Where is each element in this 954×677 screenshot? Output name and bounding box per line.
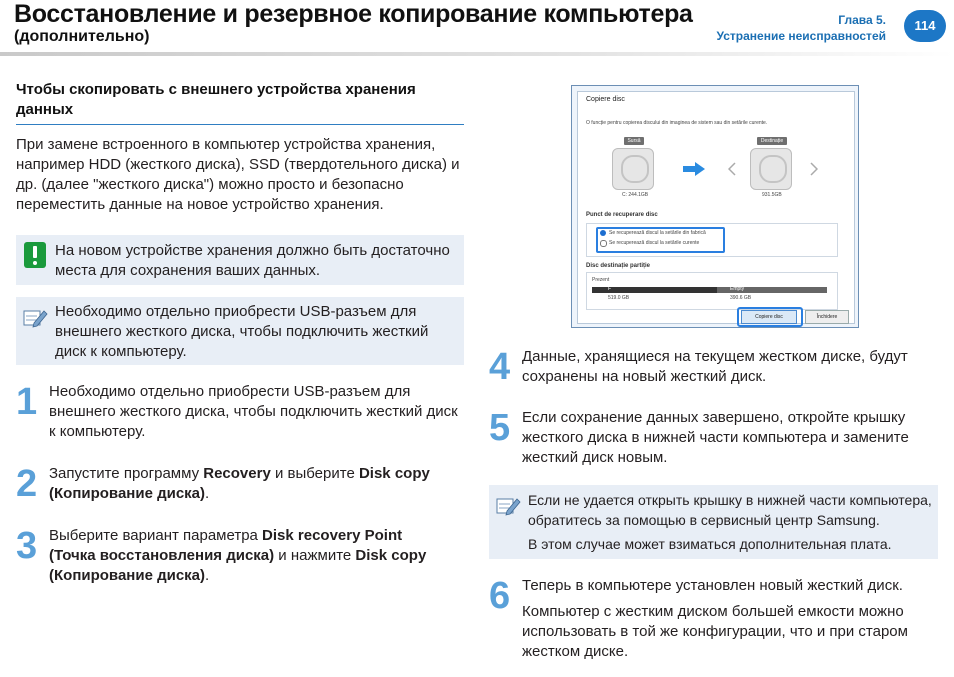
section-title: Чтобы скопировать с внешнего устройства хранения данных xyxy=(16,81,416,118)
note2-line2: В этом случае может взиматься дополнительная плата. xyxy=(528,536,892,552)
partition-title: Disc destinație partiție xyxy=(586,263,651,269)
warning-box xyxy=(16,235,464,285)
screenshot-window-title: Copiere disc xyxy=(586,96,625,103)
disk-copy-screenshot xyxy=(571,85,859,328)
step-6-text: Теперь в компьютере установлен новый жесткий диск. xyxy=(522,577,903,594)
step-4-number: 4 xyxy=(489,346,511,388)
dest-tag: Destinație xyxy=(757,137,787,145)
header-divider xyxy=(0,52,954,56)
section-rule xyxy=(16,124,464,125)
note-pencil-icon xyxy=(22,307,48,329)
option1-radio[interactable] xyxy=(600,230,606,236)
step-2-text: Запустите программу Recovery и выберите Disk copy (Копирование диска). xyxy=(49,465,430,502)
page-title: Восстановление и резервное копирование компьютера xyxy=(14,0,693,28)
step-1-text: Необходимо отдельно приобрести USB-разъем для внешнего жесткого диска, чтобы подключить жесткий диск к компьютеру. xyxy=(49,383,458,440)
present-label: Prezent xyxy=(592,277,610,283)
chevron-right-icon[interactable] xyxy=(810,162,818,176)
step-2-number: 2 xyxy=(16,463,38,505)
chapter-name: Устранение неисправностей xyxy=(716,29,886,43)
warning-text: На новом устройстве хранения должно быть достаточно места для сохранения ваших данных. xyxy=(55,242,450,279)
page-number-badge: 114 xyxy=(904,10,946,42)
note-text: Необходимо отдельно приобрести USB-разъем для внешнего жесткого диска, чтобы подключить жесткий диск к компьютеру. xyxy=(55,303,429,360)
step-1-number: 1 xyxy=(16,381,38,423)
note-box xyxy=(16,297,464,365)
source-size: C: 244.1GB xyxy=(622,192,649,198)
recovery-point-title: Punct de recuperare disc xyxy=(586,212,658,218)
dest-disk-icon xyxy=(750,148,792,190)
close-button[interactable]: Închidere xyxy=(805,310,849,324)
partition-col-f: F xyxy=(608,286,612,292)
dest-size: 931.5GB xyxy=(762,192,782,198)
option2-radio[interactable] xyxy=(600,240,607,247)
chapter-info xyxy=(717,12,886,44)
screenshot-description: O funcție pentru copierea discului din imaginea de sistem sau din setările curente. xyxy=(586,120,768,126)
step-4-text: Данные, хранящиеся на текущем жестком диске, будут сохранены на новый жесткий диск. xyxy=(522,348,908,385)
step-6-text2: Компьютер с жестким диском большей емкости можно использовать в той же конфигурации, что и при старом жестком диске. xyxy=(522,603,908,660)
step-3-text: Выберите вариант параметра Disk recovery Point (Точка восстановления диска) и нажмите Disk copy (Копирование диска). xyxy=(49,527,427,584)
intro-paragraph: При замене встроенного в компьютер устройства хранения, например HDD (жесткого диска), SSD (твердотельного диска) и др. (далее "жесткого диска") можно просто и безопасно переместить данные на новое устройство хранения. xyxy=(16,136,460,213)
partition-size2: 390.6 GB xyxy=(730,295,752,301)
partition-size1: 519.0 GB xyxy=(608,295,630,301)
step-5-number: 5 xyxy=(489,407,511,449)
partition-col-empty: Empty xyxy=(730,286,745,292)
note-pencil-icon xyxy=(495,495,521,517)
step-3-number: 3 xyxy=(16,525,38,567)
source-tag: Sursă xyxy=(624,137,644,145)
note-box-2 xyxy=(489,485,938,559)
source-disk-icon xyxy=(612,148,654,190)
copy-disk-button[interactable]: Copiere disc xyxy=(741,310,797,324)
step-6-number: 6 xyxy=(489,575,511,617)
chapter-label: Глава 5. xyxy=(838,13,886,27)
option2-label: Se recuperează discul la setările curente xyxy=(609,240,700,246)
warning-icon xyxy=(24,242,46,268)
page-subtitle: (дополнительно) xyxy=(14,28,150,45)
chevron-left-icon[interactable] xyxy=(728,162,736,176)
option1-label: Se recuperează discul la setările din fabrică xyxy=(609,230,706,236)
step-5-text: Если сохранение данных завершено, откройте крышку жесткого диска в нижней части компьютера и замените жесткий диск новым. xyxy=(522,409,909,466)
arrow-right-icon xyxy=(683,162,705,176)
note2-line1: Если не удается открыть крышку в нижней части компьютера, обратитесь за помощью в сервисный центр Samsung. xyxy=(528,492,932,528)
